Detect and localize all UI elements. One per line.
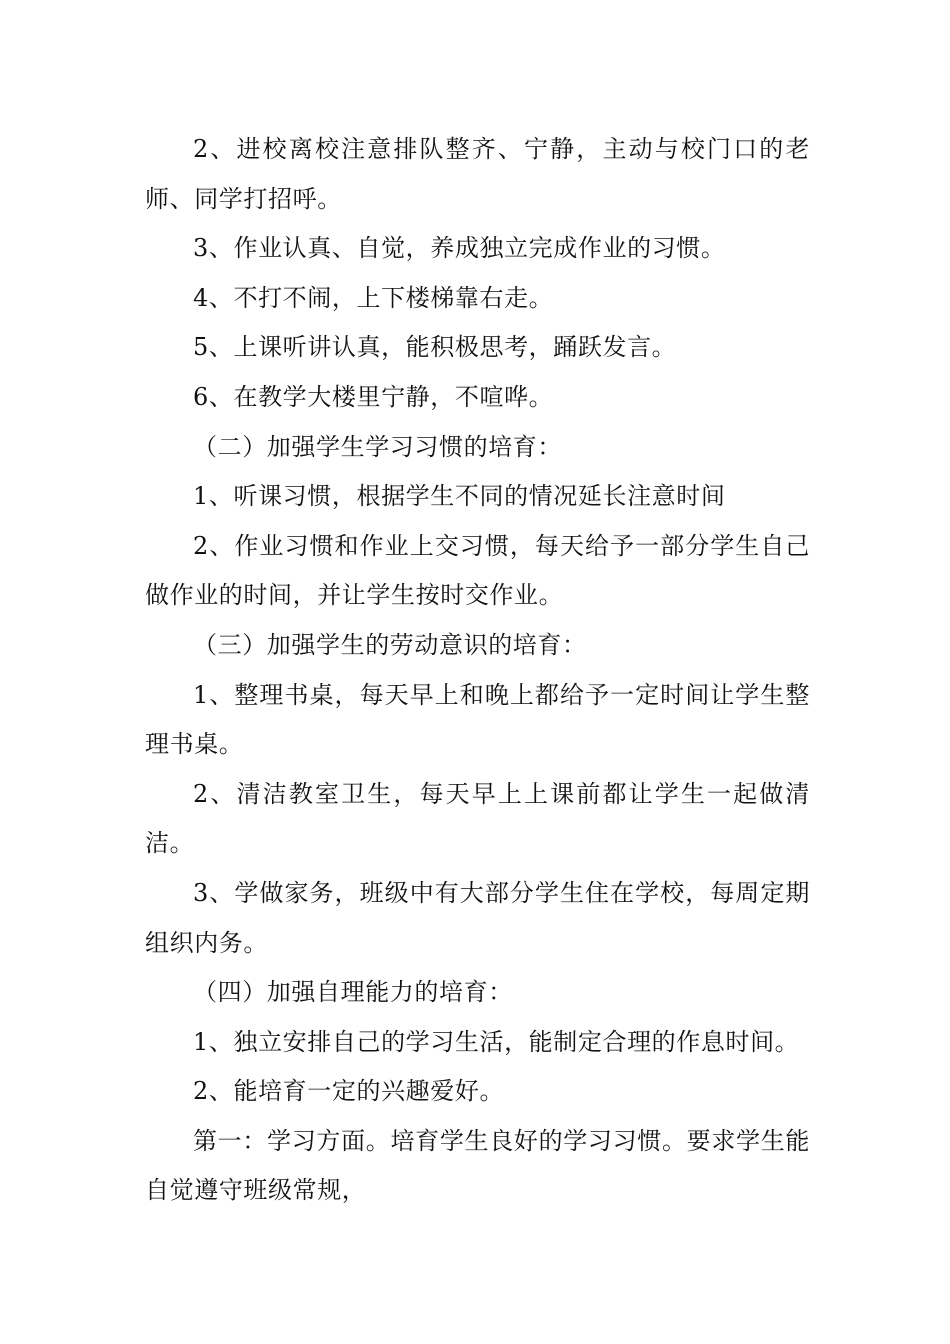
paragraph-housework: 3、学做家务，班级中有大部分学生住在学校，每周定期组织内务。 — [145, 878, 810, 957]
paragraph-homework-habit: 2、作业习惯和作业上交习惯，每天给予一部分学生自己做作业的时间，并让学生按时交作业。 — [145, 531, 810, 610]
paragraph-item-4-stairs: 4、不打不闹，上下楼梯靠右走。 — [193, 283, 554, 312]
section-heading-4: （四）加强自理能力的培育： — [193, 978, 513, 1007]
paragraph-listening-habit: 1、听课习惯，根据学生不同的情况延长注意时间 — [193, 482, 726, 511]
paragraph-self-schedule: 1、独立安排自己的学习生活，能制定合理的作息时间。 — [193, 1027, 800, 1056]
section-heading-2: （二）加强学生学习习惯的培育： — [193, 432, 562, 461]
section-heading-3: （三）加强学生的劳动意识的培育： — [193, 630, 587, 659]
paragraph-tidy-desk: 1、整理书桌，每天早上和晚上都给予一定时间让学生整理书桌。 — [145, 680, 810, 759]
paragraph-item-5-class-listening: 5、上课听讲认真，能积极思考，踊跃发言。 — [193, 333, 677, 362]
paragraph-item-6-quiet: 6、在教学大楼里宁静，不喧哗。 — [193, 382, 554, 411]
paragraph-classroom-cleaning: 2、清洁教室卫生，每天早上上课前都让学生一起做清洁。 — [145, 779, 810, 858]
paragraph-item-2-entry-exit: 2、进校离校注意排队整齐、宁静，主动与校门口的老师、同学打招呼。 — [145, 135, 810, 213]
paragraph-study-aspect: 第一：学习方面。培育学生良好的学习习惯。要求学生能自觉遵守班级常规， — [145, 1126, 810, 1205]
paragraph-item-3-homework: 3、作业认真、自觉，养成独立完成作业的习惯。 — [193, 234, 726, 263]
paragraph-hobbies: 2、能培育一定的兴趣爱好。 — [193, 1077, 505, 1106]
document-body — [145, 125, 810, 1216]
